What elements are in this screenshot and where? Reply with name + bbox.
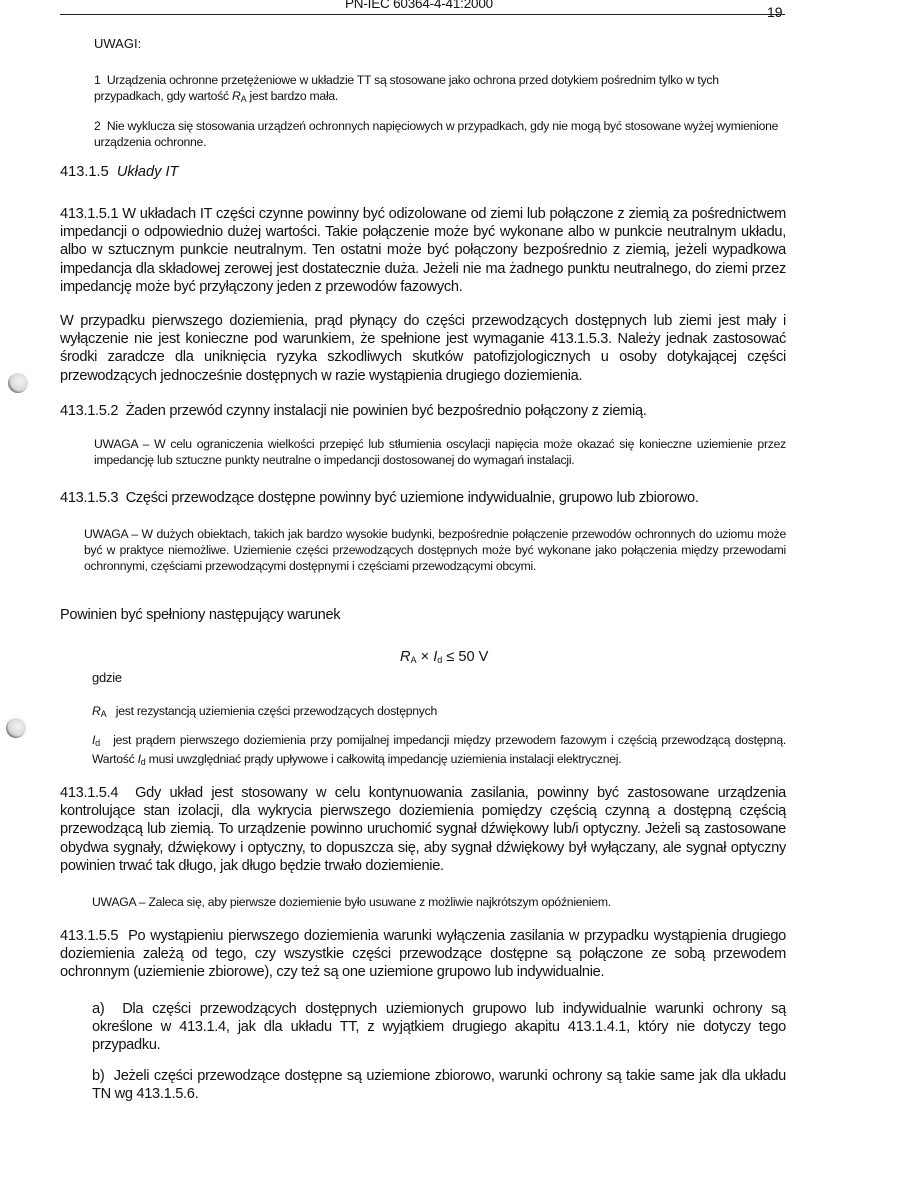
- formula-op: ×: [416, 649, 434, 665]
- note-413-1-5-3: UWAGA – W dużych obiektach, takich jak bardzo wysokie budynki, bezpośrednie połączenie przewodów ochronnych do uziomu może być w praktyce niemożliwe. Uziemienie części przewodzących dostępnych może być wykonane jako połączenia między przewodami ochronnymi, częściami przewodzącymi dostępnymi i częściami przewodzącymi obcymi.: [84, 527, 786, 573]
- symbol-sub: A: [240, 94, 247, 104]
- formula-r-sub: A: [410, 655, 417, 665]
- list-item-a: [92, 1000, 786, 1055]
- def-symbol: R: [92, 704, 101, 718]
- clause-413-1-5-1-para2: W przypadku pierwszego doziemienia, prąd płynący do części przewodzących dostępnych lub ziemi jest mały i wyłączenie nie jest konieczne pod warunkiem, że spełnione jest wymaganie 413.1.5.3. Należy jednak zastosować środki zaradcze dla uniknięcia ryzyka szkodliwych skutków patofizjologicznych u osoby dotykającej części przewodzących jednocześnie dostępnych w razie wystąpienia drugiego doziemienia.: [60, 313, 786, 384]
- note-text: Urządzenia ochronne przetężeniowe w układzie TT są stosowane jako ochrona przed dotykiem pośrednim tylko w tych przypadkach, gdy wartość: [94, 73, 719, 103]
- clause-number: 413.1.5.2: [60, 403, 119, 419]
- def-symbol: I: [92, 733, 96, 747]
- item-label: b): [92, 1068, 105, 1084]
- clause-413-1-5-3: [60, 489, 786, 507]
- formula-i: I: [433, 649, 438, 665]
- item-label: a): [92, 1001, 105, 1017]
- note-number: 1: [94, 73, 101, 87]
- definition-id: [92, 732, 786, 770]
- item-text: Dla części przewodzących dostępnych uziemionych grupowo lub indywidualnie warunki ochrony są określone w 413.1.4, jak dla układu TT, z wyjątkiem drugiego akapitu 413.1.4.1, który nie dotyczy tego przypadku.: [92, 1001, 786, 1054]
- condition-intro: Powinien być spełniony następujący warunek: [60, 607, 341, 623]
- section-number: 413.1.5: [60, 164, 109, 180]
- def-text: jest prądem pierwszego doziemienia przy pomijalnej impedancji między przewodem fazowym i częścią przewodzącą dostępną. Wartość: [92, 733, 786, 766]
- inline-sub: d: [140, 757, 146, 767]
- def-text-end: musi uwzględniać prądy upływowe i całkowitą impedancję uziemienia instalacji elektrycznej.: [145, 752, 622, 766]
- formula-i-sub: d: [437, 655, 443, 665]
- clause-number: 413.1.5.4: [60, 785, 119, 801]
- note-413-1-5-4: UWAGA – Zaleca się, aby pierwsze doziemienie było usuwane z możliwie najkrótszym opóźnieniem.: [92, 895, 611, 909]
- def-sub: d: [95, 738, 100, 748]
- page-number: 19: [767, 4, 783, 20]
- header-rule: [60, 14, 785, 15]
- note-413-1-5-2: UWAGA – W celu ograniczenia wielkości przepięć lub stłumienia oscylacji napięcia może okazać się konieczne uziemienie przez impedancję lub sztuczne punkty neutralne o impedancji dostosowanej do wymagań instalacji.: [94, 437, 786, 467]
- def-text: jest rezystancją uziemienia części przewodzących dostępnych: [115, 704, 437, 718]
- item-text: Jeżeli części przewodzące dostępne są uziemione zbiorowo, warunki ochrony są takie same jak dla układu TN wg 413.1.5.6.: [92, 1068, 786, 1103]
- clause-413-1-5-1: [60, 205, 786, 296]
- clause-413-1-5-2: [60, 402, 786, 420]
- standard-id: PN-IEC 60364-4-41:2000: [345, 0, 493, 11]
- symbol-r: R: [232, 89, 241, 103]
- notes-heading: UWAGI:: [94, 36, 142, 51]
- clause-number: 413.1.5.1: [60, 206, 119, 222]
- clause-text: Żaden przewód czynny instalacji nie powinien być bezpośrednio połączony z ziemią.: [125, 403, 647, 419]
- inline-symbol: I: [137, 752, 141, 766]
- clause-number: 413.1.5.5: [60, 928, 119, 944]
- clause-413-1-5-4: [60, 784, 786, 875]
- section-title: Układy IT: [116, 164, 179, 180]
- formula: [400, 649, 488, 665]
- formula-rhs: ≤ 50 V: [442, 649, 489, 665]
- clause-text: W układach IT części czynne powinny być odizolowane od ziemi lub połączone z ziemią za pośrednictwem impedancji o odpowiednio dużej wartości. Takie połączenie może być wykonane albo w punkcie neutralnym układu, albo w sztucznym punkcie neutralnym. Ten ostatni może być połączony bezpośrednio z ziemią, jeżeli wypadkowa impedancja dla składowej zerowej jest dostatecznie duża. Jeżeli nie ma żadnego punktu neutralnego, do ziemi przez impedancję może być przyłączony jeden z przewodów fazowych.: [60, 206, 786, 295]
- list-item-b: [92, 1067, 786, 1103]
- where-label: gdzie: [92, 670, 122, 685]
- definition-ra: [92, 703, 792, 722]
- formula-r: R: [400, 649, 411, 665]
- note-text-end: jest bardzo mała.: [246, 89, 339, 103]
- note-number: 2: [94, 119, 101, 133]
- clause-413-1-5-5: [60, 927, 786, 982]
- note-text: Nie wyklucza się stosowania urządzeń ochronnych napięciowych w przypadkach, gdy nie mogą być stosowane wyżej wymienione urządzenia ochronne.: [94, 119, 779, 149]
- section-heading: [60, 164, 178, 180]
- note-1: [94, 72, 788, 107]
- clause-text: Gdy układ jest stosowany w celu kontynuowania zasilania, powinny być zastosowane urządzenia kontrolujące stan izolacji, dla wykrycia pierwszego doziemienia pomiędzy częścią czynną a dostępną częścią przewodzącą lub ziemią. To urządzenie powinno uruchomić sygnał dźwiękowy lub/i optyczny. Jeżeli są zastosowane obydwa sygnały, dźwiękowy i optyczny, to dopuszcza się, aby sygnał dźwiękowy był wyłączany, ale sygnał optyczny powinien trwać tak długo, jak długo będzie trwało doziemienie.: [60, 785, 786, 874]
- note-2: [94, 118, 788, 150]
- clause-number: 413.1.5.3: [60, 490, 119, 506]
- punch-hole-icon: [8, 373, 28, 393]
- def-sub: A: [100, 709, 107, 719]
- clause-text: Części przewodzące dostępne powinny być uziemione indywidualnie, grupowo lub zbiorowo.: [125, 490, 699, 506]
- punch-hole-icon: [6, 718, 26, 738]
- clause-text: Po wystąpieniu pierwszego doziemienia warunki wyłączenia zasilania w przypadku wystąpienia drugiego doziemienia zależą od tego, czy wszystkie części przewodzące dostępne są połączone ze sobą przewodem ochronnym (uziemienie zbiorowe), czy też są one uziemione grupowo lub indywidualnie.: [60, 928, 786, 981]
